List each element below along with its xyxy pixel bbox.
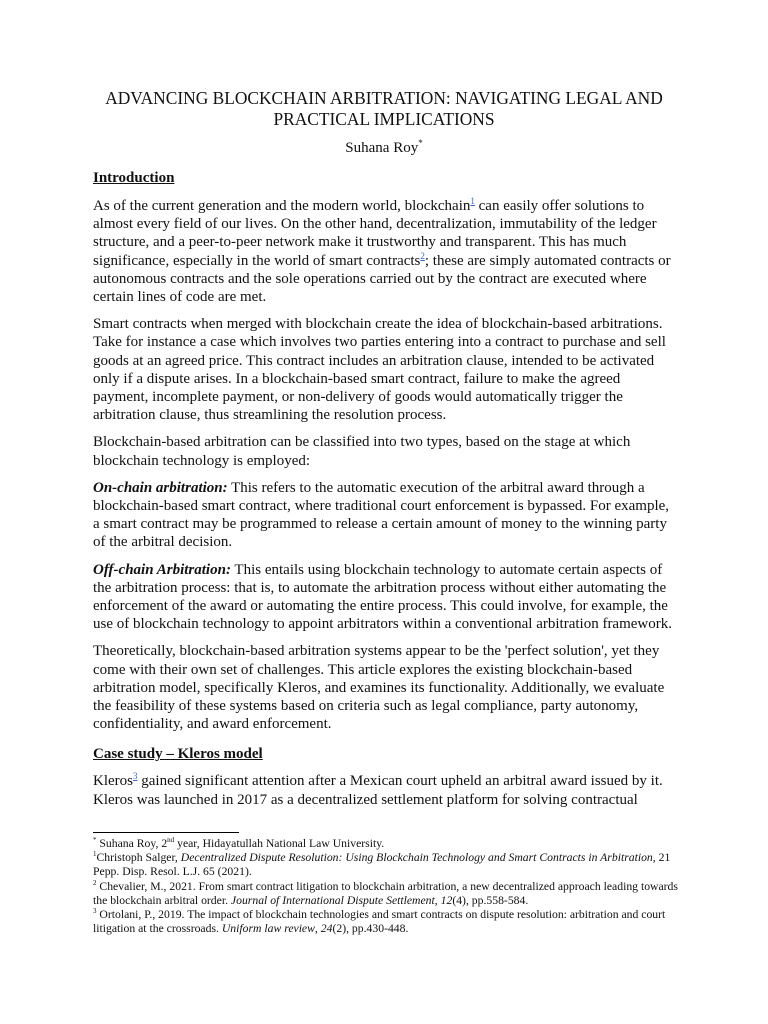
- document-page: [93, 0, 675, 809]
- intro-paragraph-3: Blockchain-based arbitration can be classified into two types, based on the stage at which blockchain technology is employed:: [93, 434, 631, 469]
- intro-paragraph-2: Smart contracts when merged with blockchain create the idea of blockchain-based arbitrations. Take for instance a case which involves two parties entering into a contract to purchase and sell goods at an agreed price. This contract includes an arbitration clause, intended to be activated only if a dispute arises. In a blockchain-based smart contract, failure to make the agreed payment, incomplete payment, or non-delivery of goods would automatically trigger the arbitration clause, thus streamlining the resolution process.: [93, 316, 666, 424]
- author-line: [93, 139, 675, 157]
- footnote-link-2[interactable]: 2: [420, 250, 425, 261]
- footnotes: [93, 837, 683, 936]
- on-chain-term: On-chain arbitration:: [93, 479, 228, 496]
- footnote-link-3[interactable]: 3: [133, 771, 138, 782]
- footnote-3: $^3$ Ortolani, P., 2019. The impact of blockchain technologies and smart contracts on dispute resolution: arbitration and court litigation at the crossroads. Uniform law review, 24(2), pp.430-448.: [93, 907, 666, 936]
- footnote-link-1[interactable]: 1: [470, 196, 475, 206]
- case-study-paragraph-1: Kleros$^3$ gained significant attention after a Mexican court upheld an arbitral award issued by it. Kleros was launched in 2017 as a decentralized settlement platform for solving contractual: [93, 771, 663, 808]
- footnote-author: * Suhana Roy, 2nd year, Hidayatullah National Law University.: [93, 836, 385, 850]
- author-name: Suhana Roy: [345, 140, 419, 156]
- off-chain-paragraph: Off-chain Arbitration: This entails using blockchain technology to automate certain aspects of the arbitration process: that is, to automate the arbitration process without either automating the enforcement of the award or automating the entire process. This could involve, for example, the use of blockchain technology to appoint arbitrators within a conventional arbitration framework.: [93, 561, 672, 633]
- author-footnote-mark: *: [418, 138, 423, 148]
- footnote-2: $^2$ Chevalier, M., 2021. From smart contract litigation to blockchain arbitration, a new decentralized approach leading towards the blockchain arbitral order. Journal of International Dispute Settlement, 12(4), pp.558-584.: [93, 878, 678, 907]
- article-title: ADVANCING BLOCKCHAIN ARBITRATION: NAVIGATING LEGAL AND PRACTICAL IMPLICATIONS: [105, 88, 663, 129]
- intro-paragraph-1: As of the current generation and the modern world, blockchain$^1$ can easily offer solutions to almost every field of our lives. On the other hand, decentralization, immutability of the ledger structure, and a peer-to-peer network make it trustworthy and transparent. This has much significance, especially in the world of smart contracts$^2$; these are simply automated contracts or autonomous contracts and the sole operations carried out by the contract are executed where certain lines of code are met.: [93, 196, 671, 306]
- on-chain-paragraph: On-chain arbitration: This refers to the automatic execution of the arbitral award through a blockchain-based smart contract, where traditional court enforcement is bypassed. For example, a smart contract may be programmed to release a certain amount of money to the winning party of the arbitral decision.: [93, 479, 670, 551]
- introduction-heading: Introduction: [93, 170, 175, 186]
- off-chain-term: Off-chain Arbitration:: [93, 561, 231, 578]
- footnote-1: $^1$Christoph Salger, Decentralized Dispute Resolution: Using Blockchain Technology and Smart Contracts in Arbitration, 21 Pepp. Disp. Resol. L.J. 65 (2021).: [93, 850, 671, 879]
- case-study-heading: Case study – Kleros model: [93, 746, 263, 763]
- footnote-separator: [93, 832, 239, 833]
- intro-paragraph-6: Theoretically, blockchain-based arbitration systems appear to be the 'perfect solution', yet they come with their own set of challenges. This article explores the existing blockchain-based arbitration model, specifically Kleros, and examines its functionality. Additionally, we evaluate the feasibility of these systems based on criteria such as legal compliance, party autonomy, confidentiality, and award enforcement.: [93, 643, 665, 733]
